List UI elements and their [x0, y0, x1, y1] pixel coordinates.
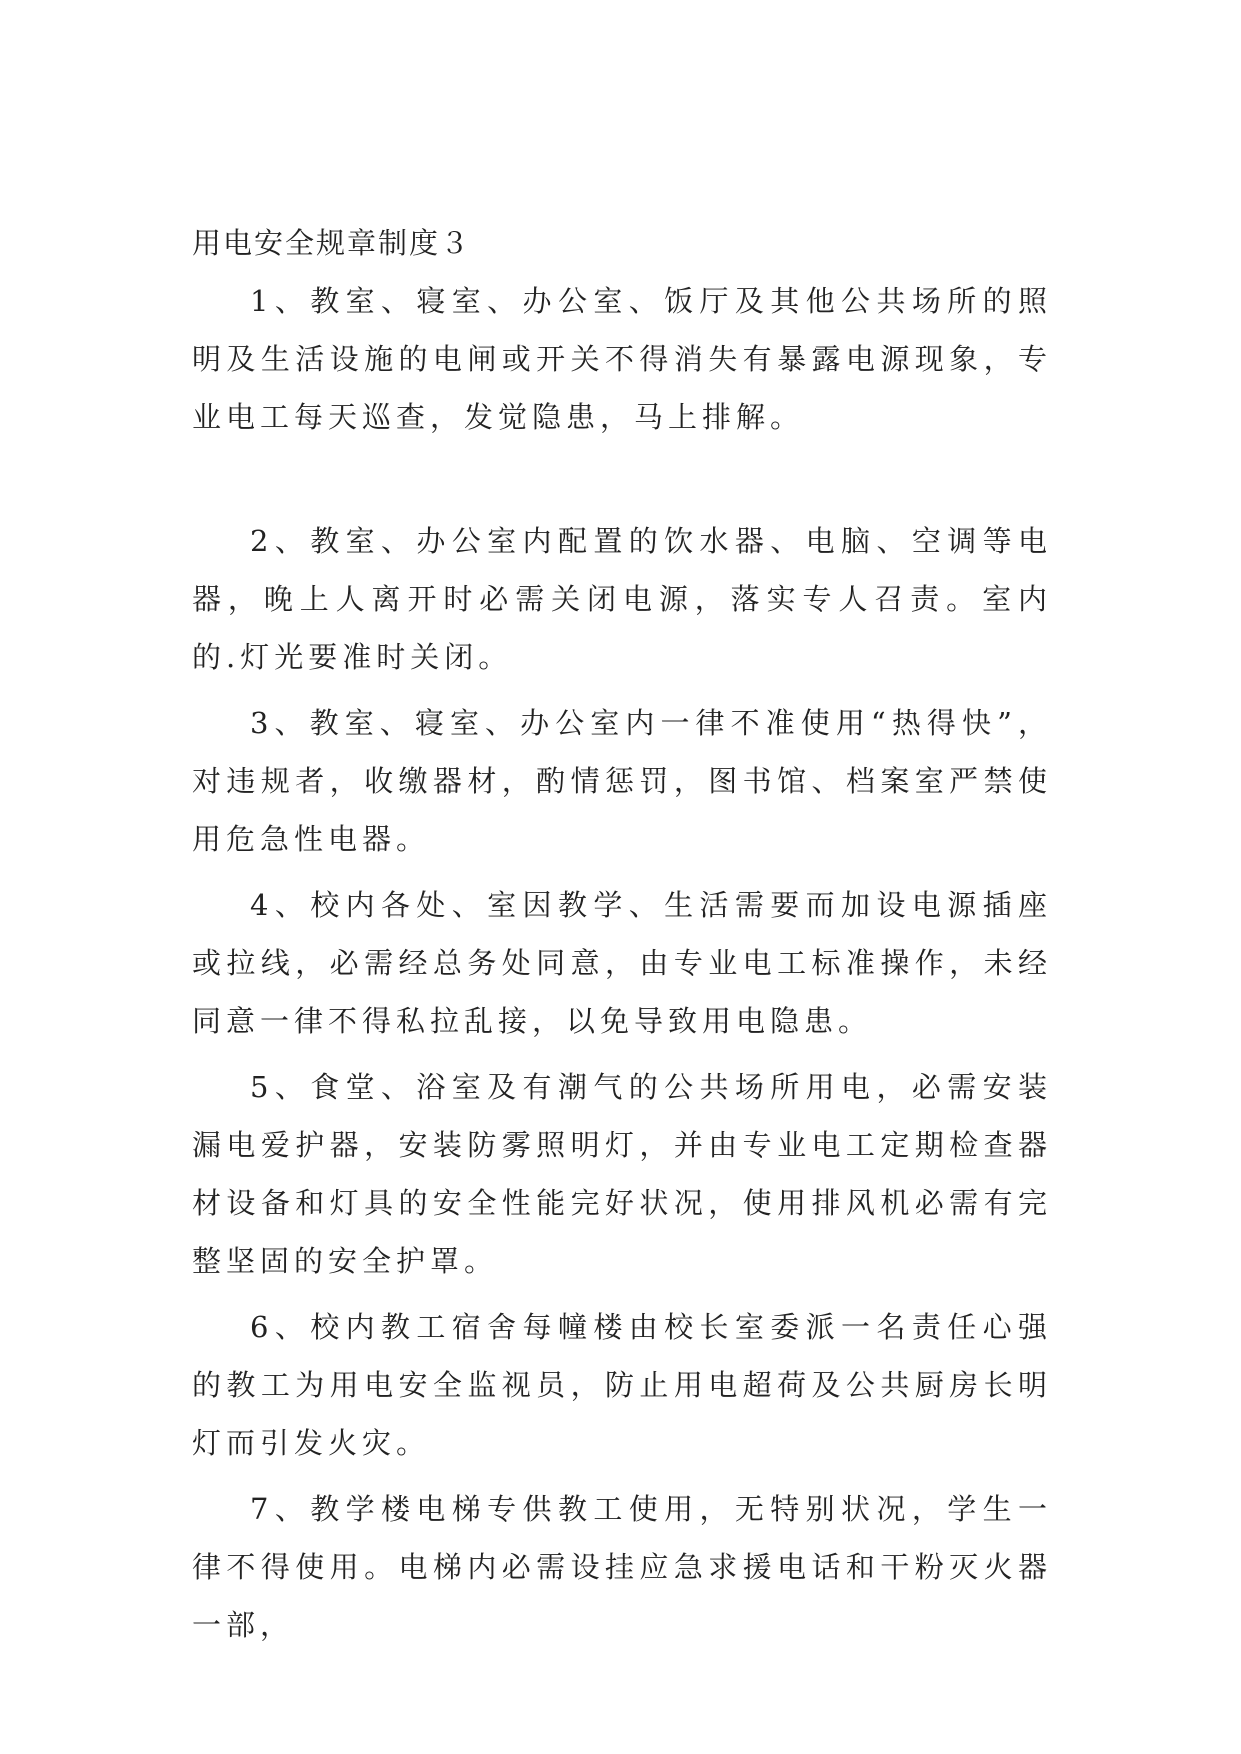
rule-paragraph-6: 6、校内教工宿舍每幢楼由校长室委派一名责任心强的教工为用电安全监视员，防止用电超荷及公共厨房长明灯而引发火灾。	[192, 1310, 1052, 1460]
rule-paragraph-1: 1、教室、寝室、办公室、饭厅及其他公共场所的照明及生活设施的电闸或开关不得消失有暴露电源现象，专业电工每天巡查，发觉隐患，马上排解。	[192, 284, 1052, 434]
rule-paragraph-4: 4、校内各处、室因教学、生活需要而加设电源插座或拉线，必需经总务处同意，由专业电工标准操作，未经同意一律不得私拉乱接，以免导致用电隐患。	[192, 888, 1052, 1038]
rule-paragraph-2: 2、教室、办公室内配置的饮水器、电脑、空调等电器，晚上人离开时必需关闭电源，落实专人召责。室内的.灯光要准时关闭。	[192, 524, 1052, 674]
document-body	[192, 214, 1052, 1654]
rule-paragraph-3: 3、教室、寝室、办公室内一律不准使用“热得快”，对违规者，收缴器材，酌情惩罚，图书馆、档案室严禁使用危急性电器。	[192, 706, 1052, 856]
rule-paragraph-7: 7、教学楼电梯专供教工使用，无特别状况，学生一律不得使用。电梯内必需设挂应急求援电话和干粉灭火器一部，	[192, 1492, 1052, 1642]
rule-paragraph-5: 5、食堂、浴室及有潮气的公共场所用电，必需安装漏电爱护器，安装防雾照明灯，并由专业电工定期检查器材设备和灯具的安全性能完好状况，使用排风机必需有完整坚固的安全护罩。	[192, 1070, 1052, 1278]
document-title: 用电安全规章制度３	[192, 226, 472, 260]
